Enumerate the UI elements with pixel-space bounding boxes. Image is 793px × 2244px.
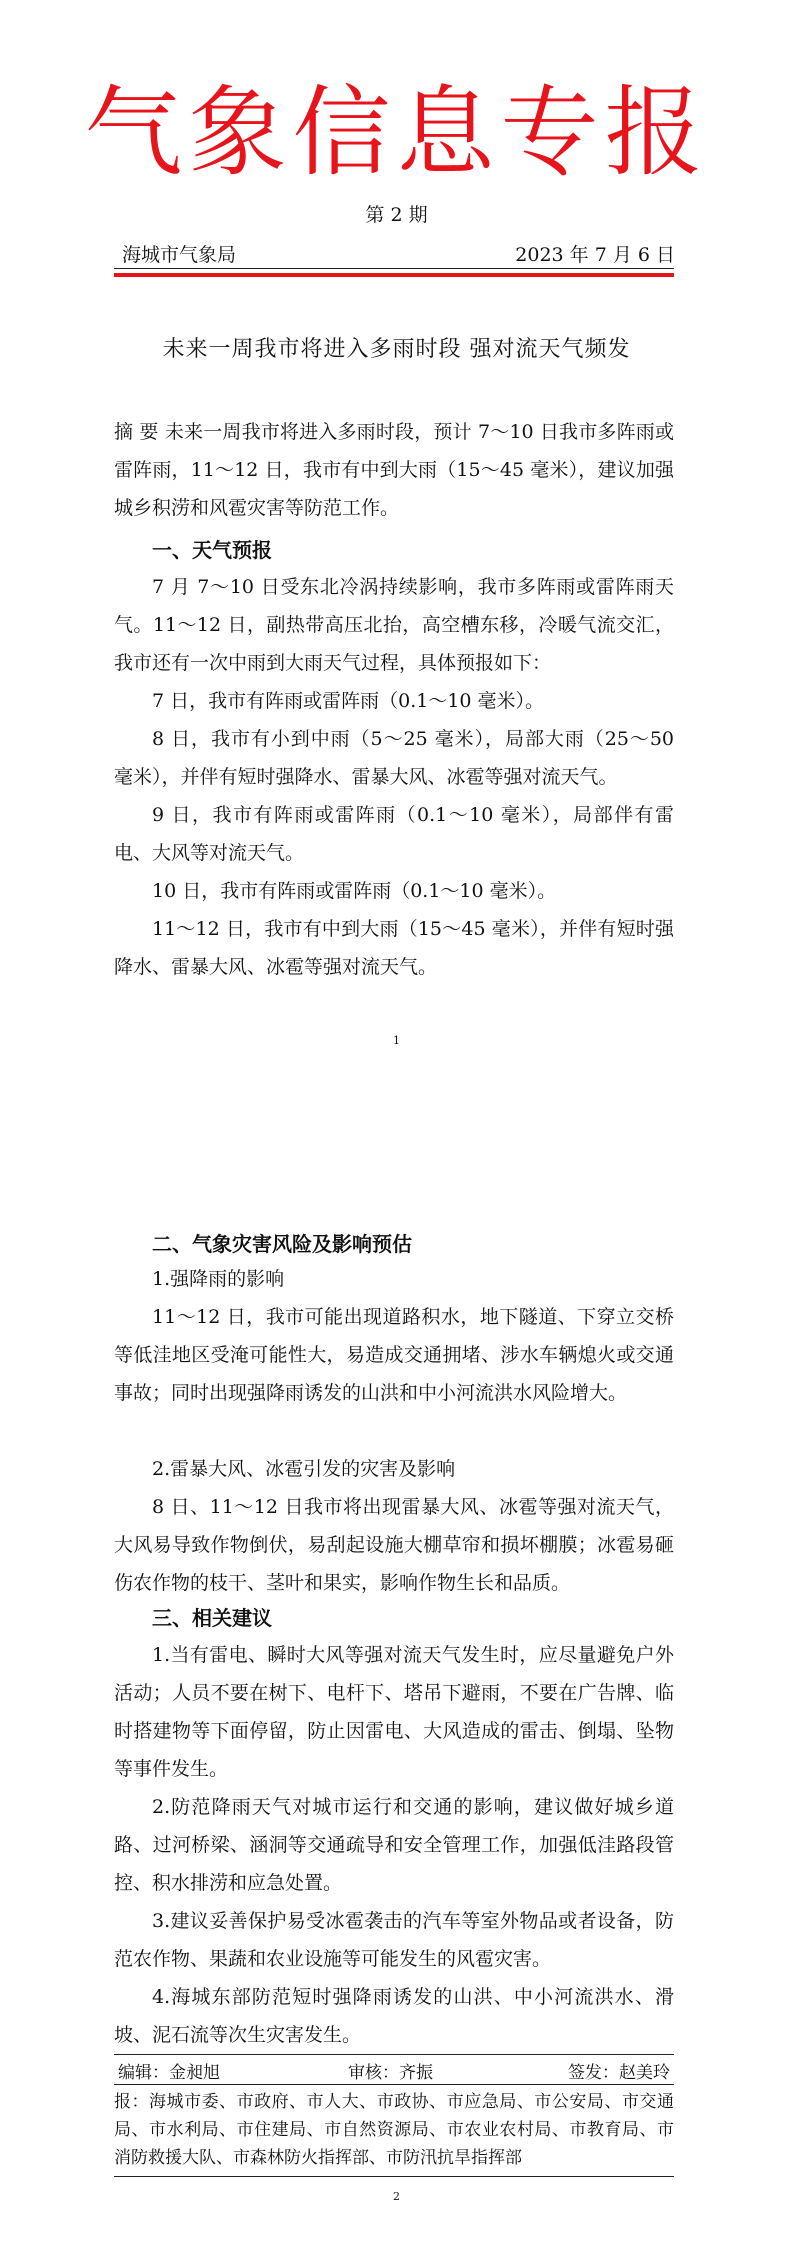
header-rule-red [114, 273, 674, 277]
footer-rule-top [114, 2054, 674, 2055]
risk-subheading-hail: 2.雷暴大风、冰雹引发的灾害及影响 [152, 1458, 456, 1480]
page-number-2: 2 [393, 2190, 400, 2203]
risk-rain-text: 11～12 日，我市可能出现道路积水，地下隧道、下穿立交桥等低洼地区受淹可能性大，易造成交通拥堵、涉水车辆熄火或交通事故；同时出现强降雨诱发的山洪和中小河流洪水风险增大。 [114, 1306, 674, 1404]
section-heading-risk: 二、气象灾害风险及影响预估 [152, 1232, 412, 1256]
section-heading-advice: 三、相关建议 [152, 1606, 272, 1630]
section-heading-forecast: 一、天气预报 [152, 538, 272, 562]
forecast-paragraph: 7 月 7～10 日受东北冷涡持续影响，我市多阵雨或雷阵雨天气。11～12 日，副热带高压北抬，高空槽东移，冷暖气流交汇，我市还有一次中雨到大雨天气过程，具体预报如下： [114, 576, 674, 674]
page-number-1: 1 [393, 1034, 400, 1047]
risk-subheading-rain: 1.强降雨的影响 [152, 1268, 285, 1290]
forecast-day-11-12: 11～12 日，我市有中到大雨（15～45 毫米），并伴有短时强降水、雷暴大风、冰雹等强对流天气。 [114, 918, 674, 978]
advice-item: 2.防范降雨天气对城市运行和交通的影响，建议做好城乡道路、过河桥梁、涵洞等交通疏导和安全管理工作，加强低洼路段管控、积水排涝和应急处置。 [114, 1796, 674, 1894]
distribution-list: 报：海城市委、市政府、市人大、市政协、市应急局、市公安局、市交通局、市水利局、市住建局、市自然资源局、市农业农村局、市教育局、市消防救援大队、市森林防火指挥部、市防汛抗旱指挥部 [114, 2092, 674, 2168]
reviewer-label: 审核：齐振 [348, 2063, 433, 2083]
advice-item: 3.建议妥善保护易受冰雹袭击的汽车等室外物品或者设备，防范农作物、果蔬和农业设施等可能发生的风雹灾害。 [114, 1910, 674, 1970]
editor-label: 编辑：金昶旭 [118, 2063, 220, 2083]
issue-number: 第 2 期 [365, 204, 428, 226]
header-rule-thin [114, 268, 674, 269]
footer-signoff [118, 2058, 670, 2082]
issue-date: 2023 年 7 月 6 日 [515, 244, 675, 266]
footer-rule-bottom [114, 2176, 674, 2177]
abstract: 摘 要 未来一周我市将进入多雨时段，预计 7～10 日我市多阵雨或雷阵雨，11～12 日，我市有中到大雨（15～45 毫米），建议加强城乡积涝和风雹灾害等防范工作。 [114, 421, 674, 519]
issuing-agency: 海城市气象局 [122, 244, 237, 266]
advice-item: 1.当有雷电、瞬时大风等强对流天气发生时，应尽量避免户外活动；人员不要在树下、电杆下、塔吊下避雨，不要在广告牌、临时搭建物等下面停留，防止因雷电、大风造成的雷击、倒塌、坠物等事件发生。 [114, 1644, 674, 1780]
forecast-day-7: 7 日，我市有阵雨或雷阵雨（0.1～10 毫米）。 [152, 690, 545, 712]
footer-rule-middle [114, 2084, 674, 2085]
issuer-label: 签发：赵美玲 [568, 2063, 670, 2083]
forecast-day-8: 8 日，我市有小到中雨（5～25 毫米），局部大雨（25～50 毫米），并伴有短时强降水、雷暴大风、冰雹等强对流天气。 [114, 728, 674, 788]
advice-item: 4.海城东部防范短时强降雨诱发的山洪、中小河流洪水、滑坡、泥石流等次生灾害发生。 [114, 1986, 674, 2046]
masthead-title: 气象信息专报 [84, 76, 709, 190]
risk-hail-text: 8 日、11～12 日我市将出现雷暴大风、冰雹等强对流天气，大风易导致作物倒伏，易刮起设施大棚草帘和损坏棚膜；冰雹易砸伤农作物的枝干、茎叶和果实，影响作物生长和品质。 [114, 1496, 674, 1594]
bulletin-headline: 未来一周我市将进入多雨时段 强对流天气频发 [162, 337, 631, 362]
forecast-day-10: 10 日，我市有阵雨或雷阵雨（0.1～10 毫米）。 [152, 880, 557, 902]
forecast-day-9: 9 日，我市有阵雨或雷阵雨（0.1～10 毫米），局部伴有雷电、大风等对流天气。 [114, 804, 674, 864]
